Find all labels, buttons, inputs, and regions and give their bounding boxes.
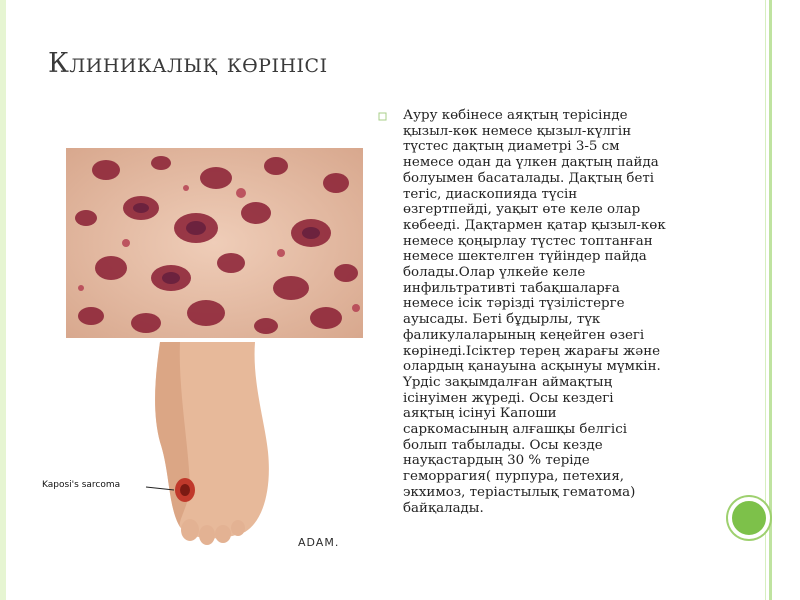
kaposi-sarcoma-label: Kaposi's sarcoma — [42, 480, 121, 490]
slide-body-text: Ауру көбінесе аяқтың терісінде қызыл-көк немесе қызыл-күлгін түстес дақтың диаметрі 3-5 см немесе одан да үлкен дақтың пайда болуымен басаталады. Дақтың беті тегіс, диаскопияда түсін өзгертпейді, уақыт өте келе олар көбееді. Дақтармен қатар қызыл-көк немесе қоңырлау түстес топтанған немесе шектелген түйіндер пайда болады.Олар үлкейе келе инфильтративті табақшаларға немесе ісік тәрізді түзілістерге ауысады. Беті бұдырлы, түк фаликулаларының кеңейген өзегі көрінеді.Ісіктер терең жарағы және олардың қанауына асқынуы мүмкін. Үрдіс зақымдалған аймақтың ісінуімен жүреді. Осы кездегі аяқтың ісінуі Капоши саркомасының алғашқы белгісі болып табылады. Осы кезде науқастардың 30 % теріде геморрагия( пурпура, петехия, экхимоз, теріастылық гематома) байқалады. — [403, 108, 666, 516]
adam-watermark: ADAM. — [298, 536, 340, 549]
right-frame-line — [769, 0, 772, 600]
left-frame-strip — [0, 0, 6, 600]
hollow-square-bullet-icon — [378, 112, 388, 122]
decorative-green-circle — [728, 497, 770, 539]
skin-lesions-photo — [66, 148, 363, 338]
foot-sole-photo — [40, 342, 362, 550]
slide-title: Клиникалық көрінісі — [48, 48, 328, 79]
